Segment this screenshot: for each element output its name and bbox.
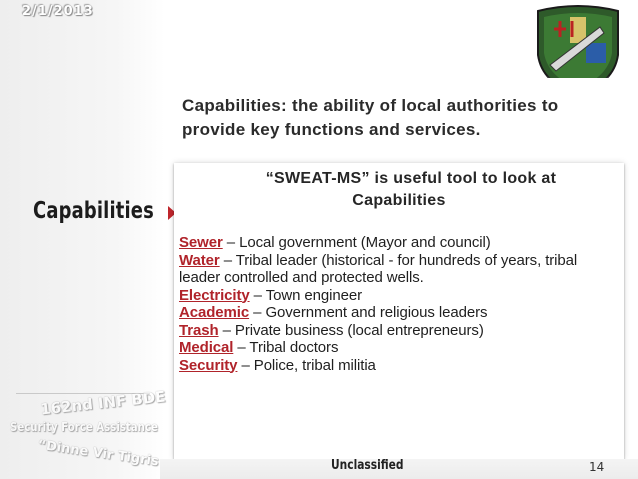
stamp-line-2: Security Force Assistance: [10, 420, 158, 434]
list-item: [179, 287, 619, 305]
item-text: – Town engineer: [249, 286, 362, 304]
list-item: [179, 322, 619, 340]
list-item: [179, 339, 619, 357]
classification-label: Unclassified: [331, 458, 404, 473]
list-item: [179, 234, 619, 252]
item-term: Electricity: [179, 286, 250, 304]
slide-date: 2/1/2013: [22, 4, 94, 19]
item-text: – Police, tribal militia: [237, 356, 376, 374]
stamp-line-1: 162nd INF BDE: [39, 387, 167, 419]
list-item: [179, 357, 619, 375]
item-term: Water: [179, 251, 220, 269]
item-term: Trash: [179, 321, 219, 339]
list-item: [179, 252, 619, 287]
brigade-watermark: [4, 387, 167, 476]
list-item: [179, 304, 619, 322]
slide-header: Capabilities: the ability of local authorities to provide key functions and services.: [182, 96, 559, 139]
item-term: Security: [179, 356, 238, 374]
item-term: Medical: [179, 339, 234, 356]
content-title-line-1: “SWEAT-MS” is useful tool to look at: [265, 170, 557, 187]
item-text: – Tribal leader (historical - for hundreds of years, tribal leader controlled and protected wells.: [179, 251, 578, 286]
item-text: – Tribal doctors: [233, 339, 339, 356]
page-number: 14: [589, 460, 605, 474]
item-term: Sewer: [179, 234, 223, 251]
item-term: Academic: [179, 304, 250, 321]
item-text: – Government and religious leaders: [249, 304, 488, 321]
content-title-line-2: Capabilities: [352, 192, 446, 209]
sweat-ms-list: [179, 234, 619, 374]
stamp-line-3: “Dinne Vir Tigris: [36, 437, 160, 470]
item-text: – Private business (local entrepreneurs): [218, 321, 484, 339]
item-text: – Local government (Mayor and council): [222, 234, 491, 251]
side-title: Capabilities: [33, 198, 154, 224]
content-title: [174, 168, 624, 212]
